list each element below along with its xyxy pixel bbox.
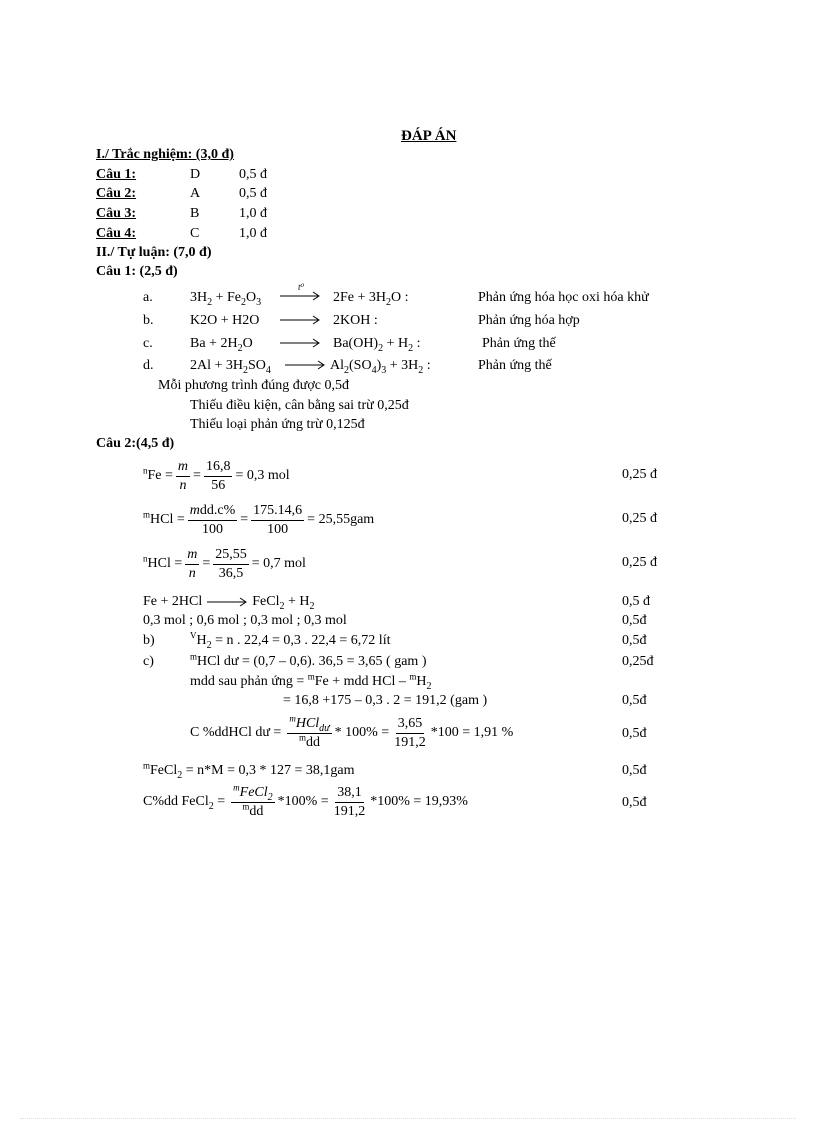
- mc-p2: 0,5 đ: [239, 186, 267, 201]
- q2-point-6: 0,5đ: [622, 633, 647, 648]
- q2-point-10: 0,5đ: [622, 763, 647, 778]
- reaction-d-type: Phản ứng thế: [478, 358, 552, 373]
- cfecl2-den: 191,2: [333, 803, 366, 819]
- eq-cpct-hcl: C %ddHCl dư = $\frac{^mHCl_{dư}}{^mdd}$ * 100% = $\frac{3,65}{191,2}$ *100 = 1,91 %: [190, 712, 514, 750]
- section1-heading-text: I./ Trắc nghiệm: (3,0 đ): [96, 147, 234, 162]
- mc-q1: Câu 1:: [96, 167, 137, 182]
- n-hcl-num: 25,55: [213, 546, 249, 565]
- q2-point-9: 0,5đ: [622, 726, 647, 741]
- q2-heading: [96, 435, 174, 453]
- reaction-arrow-icon: [280, 306, 322, 330]
- reaction-a-label: a.: [143, 290, 153, 305]
- q2-point-8: 0,5đ: [622, 693, 647, 708]
- cpct-num: 3,65: [396, 715, 425, 734]
- cfecl2-num: 38,1: [335, 784, 364, 803]
- cfecl2-result: *100% = 19,93%: [370, 794, 468, 809]
- cpct-mid: * 100% =: [334, 725, 390, 740]
- reaction-arrow-icon: [205, 595, 249, 609]
- mc-q2: Câu 2:: [96, 186, 137, 201]
- reaction-d-arrow: [285, 351, 327, 375]
- q1-note-1: Mỗi phương trình đúng được 0,5đ: [158, 378, 349, 393]
- reaction-b-label: b.: [143, 313, 154, 328]
- reaction-d-lhs: $2Al + 3H_2SO_4$: [190, 358, 271, 376]
- eq-n-fe: $^n$Fe = $\frac{m}{n}$ = $\frac{16,8}{56}$ = 0,3 mol: [143, 458, 290, 493]
- m-fecl2-text: = n*M = 0,3 * 127 = 38,1gam: [185, 763, 355, 778]
- c-text: HCl dư = (0,7 – 0,6). 36,5 = 3,65 ( gam ): [197, 654, 427, 669]
- q2-point-1: 0,25 đ: [622, 467, 657, 482]
- q2-point-5: 0,5đ: [622, 613, 647, 628]
- m-hcl-den: 100: [267, 521, 289, 537]
- section2-heading: II./ Tự luận: (7,0 đ): [96, 245, 212, 260]
- b-line: $^VH_2 = n$ . 22,4 = 0,3 . 22,4 = 6,72 lít: [190, 630, 391, 651]
- mc-p1: 0,5 đ: [239, 167, 267, 182]
- m-hcl-num: 175.14,6: [251, 502, 304, 521]
- reaction-c-type: Phản ứng thế: [482, 336, 556, 351]
- eq-cpct-fecl2: C%dd FeCl$_2$ = $\frac{^mFeCl_2}{^mdd}$ *100% = $\frac{38,1}{191,2}$ *100% = 19,93%: [143, 781, 468, 819]
- page-bottom-divider: [20, 1118, 796, 1119]
- q2-point-7: 0,25đ: [622, 654, 654, 669]
- q1-heading: Câu 1: (2,5 đ): [96, 264, 178, 279]
- n-fe-num: 16,8: [204, 458, 233, 477]
- eq-n-hcl: $^n$HCl = $\frac{m}{n}$ = $\frac{25,55}{36,5}$ = 0,7 mol: [143, 546, 306, 581]
- reaction-b-arrow: [280, 306, 322, 330]
- mdd-calc: = 16,8 +175 – 0,3 . 2 = 191,2 (gam ): [283, 693, 488, 708]
- q1-note-3: Thiếu loại phản ứng trừ 0,125đ: [190, 417, 365, 432]
- reaction-b-lhs: K2O + H2O: [190, 313, 260, 328]
- q2-heading-text: Câu 2:(4,5 đ): [96, 436, 175, 451]
- cpct-label: C %ddHCl dư =: [190, 725, 282, 740]
- q2-point-11: 0,5đ: [622, 795, 647, 810]
- q2-point-2: 0,25 đ: [622, 511, 657, 526]
- cpct-result: *100 = 1,91 %: [430, 725, 514, 740]
- cpct-den: 191,2: [394, 734, 426, 750]
- reaction-a-condition: t⁰: [297, 282, 305, 292]
- b-text: = n . 22,4 = 0,3 . 22,4 = 6,72 lít: [215, 633, 391, 648]
- reaction-c-lhs: $Ba + 2H_2O$: [190, 336, 253, 354]
- reaction-c-arrow: [280, 329, 322, 353]
- c-line: $^m$HCl dư = (0,7 – 0,6). 36,5 = 3,65 ( gam ): [190, 651, 427, 669]
- mdd-line: mdd sau phản ứng = $^m$Fe + mdd HCl – $^mH_2$: [190, 671, 432, 692]
- eq-fe-hcl: Fe + 2HCl FeCl$_2$ + $H_2$: [143, 594, 315, 612]
- reaction-c-rhs: $Ba(OH)_2 + H_2$ :: [333, 336, 421, 354]
- mc-q3: Câu 3:: [96, 206, 137, 221]
- reaction-arrow-icon: [285, 351, 327, 375]
- q2-point-3: 0,25 đ: [622, 555, 657, 570]
- page-title: ĐÁP ÁN: [401, 128, 457, 144]
- eq-m-fecl2: $^m$FeCl$_2$ = n*M = 0,3 * 127 = 38,1gam: [143, 760, 355, 781]
- q2-point-4: 0,5 đ: [622, 594, 650, 609]
- mc-p3: 1,0 đ: [239, 206, 267, 221]
- reaction-b-type: Phản ứng hóa hợp: [478, 313, 580, 328]
- reaction-a-arrow: [280, 282, 322, 306]
- mc-p4: 1,0 đ: [239, 226, 267, 241]
- reaction-b-rhs: 2KOH :: [333, 313, 378, 328]
- n-fe-result: = 0,3 mol: [235, 468, 290, 483]
- n-fe-den: 56: [211, 477, 226, 493]
- reaction-a-type: Phản ứng hóa học oxi hóa khử: [478, 290, 649, 305]
- reaction-arrow-icon: [280, 329, 322, 353]
- n-hcl-den: 36,5: [218, 565, 244, 581]
- m-hcl-result: = 25,55gam: [307, 512, 375, 527]
- reaction-a-lhs: $3H_2 + Fe_2O_3$: [190, 290, 262, 308]
- mc-a2: A: [190, 186, 201, 201]
- mc-a4: C: [190, 226, 200, 241]
- reaction-a-rhs: $2Fe + 3H_2O$ :: [333, 290, 409, 308]
- eq-m-hcl: $^m$HCl = $\frac{\text{mdd.c\%}}{100}$ = $\frac{175.14,6}{100}$ = 25,55gam: [143, 502, 375, 537]
- reaction-d-rhs: $Al_2(SO_4)_3 + 3H_2$ :: [330, 358, 431, 376]
- q1-note-2: Thiếu điều kiện, cân bằng sai trừ 0,25đ: [190, 398, 409, 413]
- section1-heading: [96, 146, 234, 164]
- reaction-d-label: d.: [143, 358, 154, 373]
- mdd-text: mdd sau phản ứng =: [190, 674, 308, 689]
- b-label: b): [143, 633, 155, 648]
- mc-a3: B: [190, 206, 200, 221]
- n-hcl-result: = 0,7 mol: [251, 556, 306, 571]
- mc-q4: Câu 4:: [96, 226, 137, 241]
- moles-line: 0,3 mol ; 0,6 mol ; 0,3 mol ; 0,3 mol: [143, 613, 347, 628]
- c-label: c): [143, 654, 154, 669]
- mc-a1: D: [190, 167, 201, 182]
- reaction-c-label: c.: [143, 336, 153, 351]
- cfecl2-mid: *100% =: [277, 794, 329, 809]
